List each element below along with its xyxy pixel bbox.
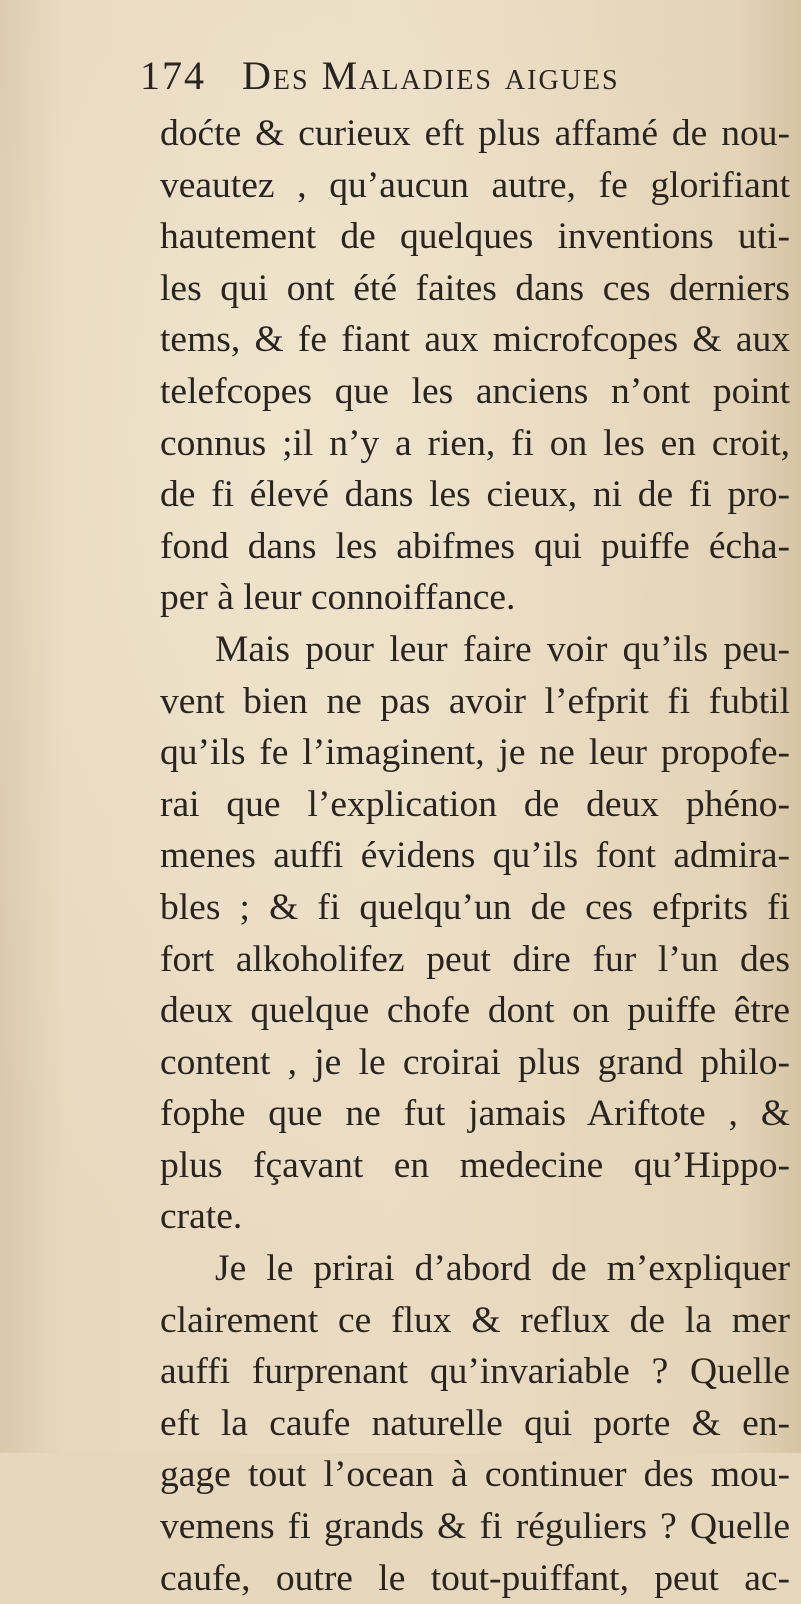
text-line: qu’ils fe l’imaginent, je ne leur propofe- (160, 732, 790, 774)
text-line: hautement de quelques inventions uti- (160, 216, 790, 258)
text-line: fort alkoholifez peut dire fur l’un des (160, 938, 790, 980)
running-head-title: Des Maladies aigues (242, 53, 620, 98)
text-line-paragraph-end: crate. (160, 1196, 243, 1238)
text-line-paragraph-start: Je le prirai d’abord de m’expliquer (215, 1248, 790, 1290)
text-line: doćte & curieux eft plus affamé de nou- (160, 113, 790, 154)
text-line-paragraph-end: per à leur connoiffance. (160, 577, 516, 619)
text-line: bles ; & fi quelqu’un de ces efprits fi (160, 886, 790, 928)
text-line: gage tout l’ocean à continuer des mou- (160, 1454, 790, 1496)
text-line: plus fçavant en medecine qu’Hippo- (160, 1144, 790, 1186)
running-head (140, 52, 680, 102)
text-line: telefcopes que les anciens n’ont point (160, 370, 790, 412)
text-line-paragraph-start: Mais pour leur faire voir qu’ils peu- (215, 628, 790, 670)
text-line: fophe que ne fut jamais Ariftote , & (160, 1093, 790, 1135)
text-line: content , je le croirai plus grand philo- (160, 1041, 790, 1083)
page-number: 174 (140, 53, 206, 98)
text-line: veautez , qu’aucun autre, fe glorifiant (160, 164, 790, 206)
text-line: clairement ce flux & reflux de la mer (160, 1299, 790, 1341)
text-line: menes auffi évidens qu’ils font admira- (160, 835, 790, 877)
body-text (160, 108, 790, 1604)
text-line: auffi furprenant qu’invariable ? Quelle (160, 1351, 790, 1393)
text-line: vemens fi grands & fi réguliers ? Quelle (160, 1506, 790, 1548)
text-line: vent bien ne pas avoir l’efprit fi fubtil (160, 680, 790, 722)
text-line: de fi élevé dans les cieux, ni de fi pro- (160, 474, 790, 516)
text-line: deux quelque chofe dont on puiffe être (160, 990, 790, 1032)
text-line: caufe, outre le tout-puiffant, peut ac- (160, 1557, 790, 1599)
text-line: tems, & fe fiant aux microfcopes & aux (160, 319, 790, 361)
text-line: connus ;il n’y a rien, fi on les en croit, (160, 422, 790, 464)
text-line: rai que l’explication de deux phéno- (160, 783, 790, 825)
text-line: eft la caufe naturelle qui porte & en- (160, 1402, 790, 1444)
text-line: fond dans les abifmes qui puiffe écha- (160, 525, 790, 567)
text-line: les qui ont été faites dans ces derniers (160, 267, 790, 309)
